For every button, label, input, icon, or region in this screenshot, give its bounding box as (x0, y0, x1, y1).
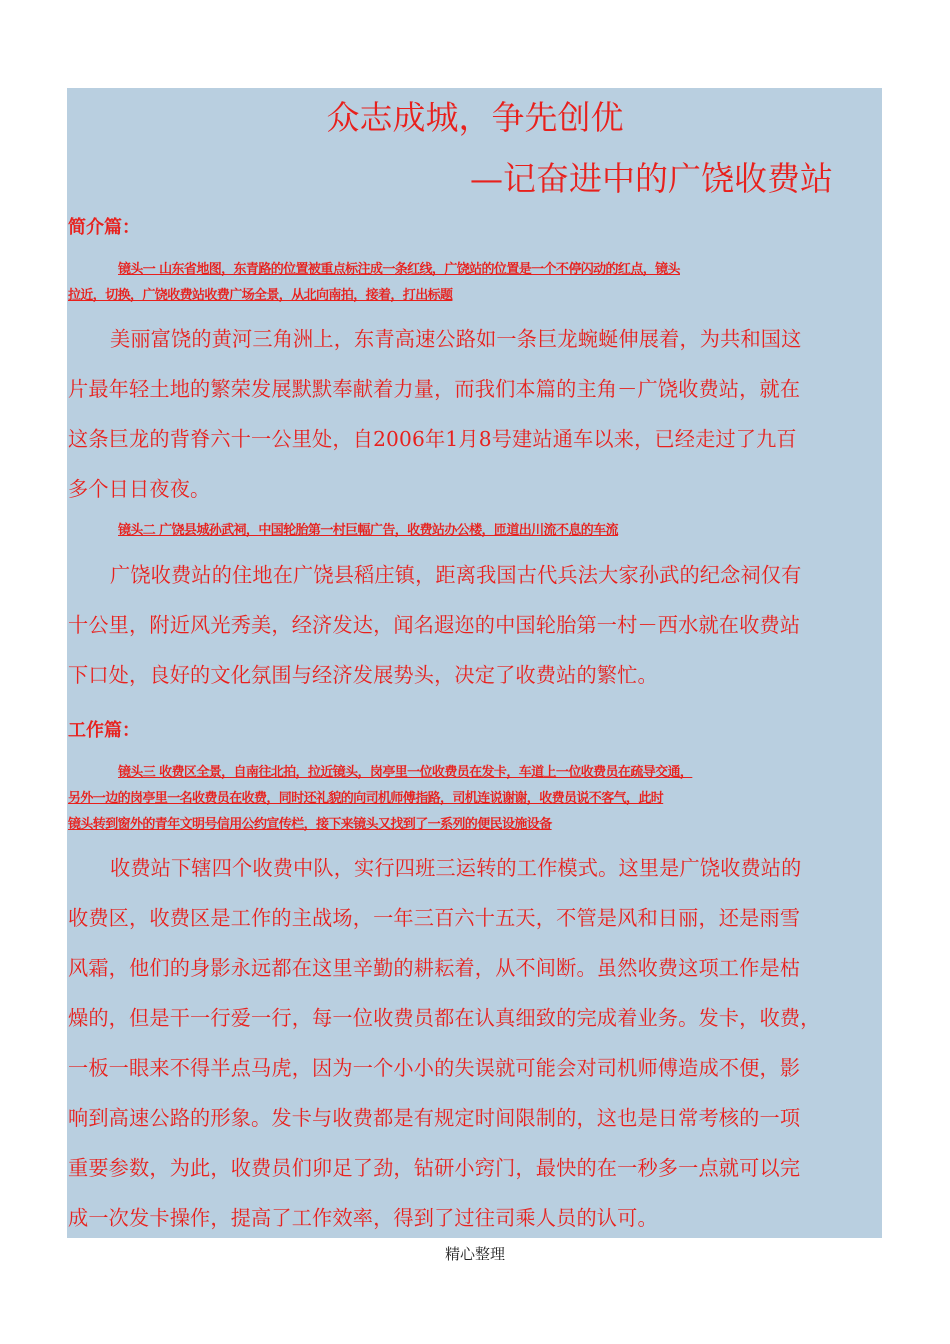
paragraph-line: 收费站下辖四个收费中队，实行四班三运转的工作模式。这里是广饶收费站的 (110, 856, 802, 880)
section-heading-work: 工作篇： (68, 720, 140, 741)
paragraph-line: 片最年轻土地的繁荣发展默默奉献着力量，而我们本篇的主角－广饶收费站，就在 (68, 377, 801, 401)
shot-note-1-line-1: 镜头一 山东省地图，东青路的位置被重点标注成一条红线，广饶站的位置是一个不停闪动的红点，镜头 (118, 262, 680, 277)
paragraph-line: 响到高速公路的形象。发卡与收费都是有规定时间限制的，这也是日常考核的一项 (68, 1106, 801, 1130)
paragraph-line: 这条巨龙的背脊六十一公里处，自2006年1月8号建站通车以来，已经走过了九百 (68, 427, 797, 451)
paragraph-line: 重要参数，为此，收费员们卯足了劲，钻研小窍门，最快的在一秒多一点就可以完 (68, 1156, 801, 1180)
paragraph-line: 燥的，但是干一行爱一行，每一位收费员都在认真细致的完成着业务。发卡，收费， (68, 1006, 821, 1030)
section-heading-intro: 简介篇： (68, 217, 140, 238)
paragraph-work-1 (68, 843, 880, 1243)
paragraph-intro-1 (68, 314, 880, 514)
paragraph-line: 风霜，他们的身影永远都在这里辛勤的耕耘着，从不间断。虽然收费这项工作是枯 (68, 956, 801, 980)
paragraph-line: 收费区，收费区是工作的主战场，一年三百六十五天，不管是风和日丽，还是雨雪 (68, 906, 801, 930)
shot-note-1-line-2: 拉近，切换，广饶收费站收费广场全景，从北向南拍，接着，打出标题 (68, 288, 453, 303)
document-subtitle: —记奋进中的广饶收费站 (470, 159, 833, 198)
shot-note-2: 镜头二 广饶县城孙武祠，中国轮胎第一村巨幅广告，收费站办公楼，匝道出川流不息的车流 (118, 523, 618, 538)
document-title: 众志成城，争先创优 (326, 98, 624, 137)
paragraph-line: 一板一眼来不得半点马虎，因为一个小小的失误就可能会对司机师傅造成不便，影 (68, 1056, 801, 1080)
paragraph-line: 下口处，良好的文化氛围与经济发展势头，决定了收费站的繁忙。 (68, 663, 658, 687)
page-footer: 精心整理 (444, 1245, 505, 1263)
paragraph-line: 多个日日夜夜。 (68, 477, 211, 501)
paragraph-intro-2 (68, 550, 880, 700)
shot-note-3-line-3: 镜头转到窗外的青年文明号信用公约宣传栏，接下来镜头又找到了一系列的便民设施设备 (68, 817, 552, 832)
shot-note-3-line-2: 另外一边的岗亭里一名收费员在收费，同时还礼貌的向司机师傅指路，司机连说谢谢，收费员说不客气，此时 (68, 791, 664, 806)
paragraph-line: 美丽富饶的黄河三角洲上，东青高速公路如一条巨龙蜿蜒伸展着，为共和国这 (110, 327, 802, 351)
paragraph-line: 十公里，附近风光秀美，经济发达，闻名遐迩的中国轮胎第一村－西水就在收费站 (68, 613, 801, 637)
paragraph-line: 广饶收费站的住地在广饶县稻庄镇，距离我国古代兵法大家孙武的纪念祠仅有 (110, 563, 802, 587)
paragraph-line: 成一次发卡操作，提高了工作效率，得到了过往司乘人员的认可。 (68, 1206, 658, 1230)
shot-note-3-line-1: 镜头三 收费区全景，自南往北拍，拉近镜头，岗亭里一位收费员在发卡，车道上一位收费员在疏导交通， (118, 765, 693, 780)
